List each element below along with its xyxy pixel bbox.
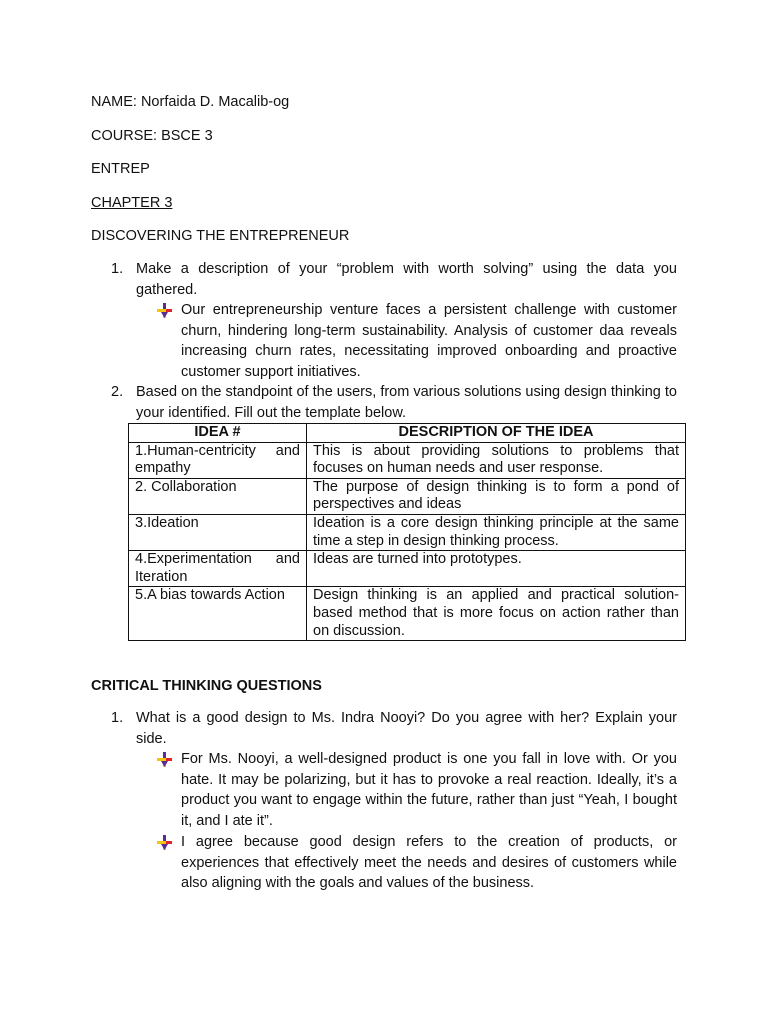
answer-text: For Ms. Nooyi, a well-designed product is one you fall in love with. Or you hate. It may be polarizing, but it has to provoke a real reaction. Ideally, it’s a product you want to engage within the future, rather than just “Yeah, I bought it, and I ate it”.	[181, 751, 677, 829]
table-row	[129, 442, 686, 478]
idea-cell: 2. Collaboration	[129, 478, 307, 514]
idea-table	[128, 423, 686, 641]
description-cell: Ideas are turned into prototypes.	[307, 551, 686, 587]
question-number: 1.	[111, 261, 124, 277]
answer-text: I agree because good design refers to the creation of products, or experiences that effectively meet the needs and desires of customers while also aligning with the goals and values of the business.	[181, 834, 677, 892]
description-cell: Design thinking is an applied and practical solution-based method that is more focus on action rather than on discussion.	[307, 587, 686, 641]
subject-line: ENTREP	[91, 161, 150, 177]
question-text: Make a description of your “problem with worth solving” using the data you gathered.	[136, 261, 677, 298]
arrow-bullet-icon	[157, 835, 172, 850]
arrow-bullet-icon	[157, 752, 172, 767]
table-row	[129, 514, 686, 550]
chapter-heading: CHAPTER 3	[91, 195, 173, 211]
question-number: 1.	[111, 710, 124, 726]
table-row	[129, 478, 686, 514]
column-header-idea: IDEA #	[129, 424, 307, 443]
critical-thinking-heading: CRITICAL THINKING QUESTIONS	[91, 678, 322, 694]
arrow-bullet-icon	[157, 303, 172, 318]
question-number: 2.	[111, 384, 124, 400]
course-line: COURSE: BSCE 3	[91, 128, 213, 144]
answer-text: Our entrepreneurship venture faces a persistent challenge with customer churn, hindering long-term sustainability. Analysis of customer daa reveals increasing churn rates, necessitating improved onboarding and proactive customer support initiatives.	[181, 302, 677, 380]
question-text: What is a good design to Ms. Indra Nooyi? Do you agree with her? Explain your side.	[136, 710, 677, 747]
question-text: Based on the standpoint of the users, from various solutions using design thinking to your identified. Fill out the template below.	[136, 384, 677, 421]
column-header-description: DESCRIPTION OF THE IDEA	[307, 424, 686, 443]
idea-cell: 1.Human-centricity and empathy	[129, 442, 307, 478]
description-cell: Ideation is a core design thinking principle at the same time a step in design thinking process.	[307, 514, 686, 550]
idea-cell: 4.Experimentation and Iteration	[129, 551, 307, 587]
description-cell: This is about providing solutions to problems that focuses on human needs and user response.	[307, 442, 686, 478]
idea-cell: 5.A bias towards Action	[129, 587, 307, 641]
description-cell: The purpose of design thinking is to form a pond of perspectives and ideas	[307, 478, 686, 514]
idea-cell: 3.Ideation	[129, 514, 307, 550]
table-row	[129, 551, 686, 587]
section-title: DISCOVERING THE ENTREPRENEUR	[91, 228, 350, 244]
table-row	[129, 587, 686, 641]
table-header-row	[129, 424, 686, 443]
student-name: NAME: Norfaida D. Macalib-og	[91, 94, 290, 110]
